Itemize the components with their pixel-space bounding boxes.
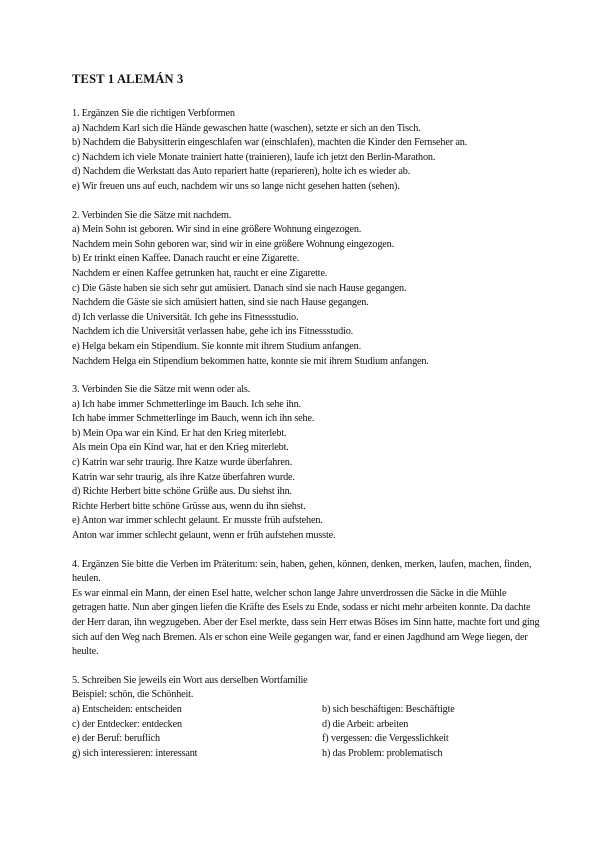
exercise-5-item: c) der Entdecker: entdecken	[72, 718, 182, 730]
exercise-5-example: Beispiel: schön, die Schönheit.	[72, 689, 194, 701]
exercise-4-text: Es war einmal ein Mann, der einen Esel hatte, welcher schon lange Jahre unverdrossen die Säcke in die Mühle getragen hatte. Nun aber gingen liefen die Kräfte des Esels zu Ende, sodass er nicht mehr arbeiten konnte. Da dachte der Herr daran, ihn wegzugeben. Aber der Esel merkte, dass sein Herr etwas Böses im Sinn hatte, machte fort und ging sich auf den Weg nach Bremen. Als er schon eine Weile gegangen war, fand er einen Jagdhund am Wege liegen, der heulte.	[72, 587, 540, 658]
exercise-1-item: d) Nachdem die Werkstatt das Auto repariert hatte (reparieren), holte ich es wieder ab.	[72, 166, 411, 178]
exercise-5-heading: 5. Schreiben Sie jeweils ein Wort aus derselben Wortfamilie	[72, 674, 308, 686]
exercise-1-item: b) Nachdem die Babysitterin eingeschlafen war (einschlafen), machten die Kinder den Fernseher an.	[72, 137, 468, 149]
exercise-4-heading: 4. Ergänzen Sie bitte die Verben im Präteritum: sein, haben, gehen, können, denken, merken, laufen, machen, finden, heulen.	[72, 558, 532, 585]
exercise-1-heading: 1. Ergänzen Sie die richtigen Verbformen	[72, 108, 235, 119]
exercise-3-item: a) Ich habe immer Schmetterlinge im Bauch. Ich sehe ihn.	[72, 398, 301, 410]
exercise-3-answer: Richte Herbert bitte schöne Grüsse aus, wenn du ihn siehst.	[72, 500, 306, 512]
exercise-5-item: h) das Problem: problematisch	[322, 747, 443, 759]
exercise-2-answer: Nachdem er einen Kaffee getrunken hat, raucht er eine Zigarette.	[72, 267, 328, 279]
exercise-5-item: a) Entscheiden: entscheiden	[72, 703, 182, 715]
exercise-1	[72, 107, 542, 195]
exercise-1-item: a) Nachdem Karl sich die Hände gewaschen hatte (waschen), setzte er sich an den Tisch.	[72, 122, 421, 134]
exercise-1-item: c) Nachdem ich viele Monate trainiert hatte (trainieren), laufe ich jetzt den Berlin-Marathon.	[72, 151, 436, 163]
exercise-4	[72, 558, 542, 660]
exercise-3-answer: Katrin war sehr traurig, als ihre Katze überfahren wurde.	[72, 471, 295, 483]
document-title: TEST 1 ALEMÁN 3	[72, 72, 184, 86]
exercise-3-item: b) Mein Opa war ein Kind. Er hat den Krieg miterlebt.	[72, 427, 287, 439]
exercise-3-answer: Ich habe immer Schmetterlinge im Bauch, wenn ich ihn sehe.	[72, 413, 315, 425]
exercise-5-item: b) sich beschäftigen: Beschäftigte	[322, 703, 455, 715]
exercise-3-item: d) Richte Herbert bitte schöne Grüße aus. Du siehst ihn.	[72, 486, 292, 498]
exercise-3-item: e) Anton war immer schlecht gelaunt. Er musste früh aufstehen.	[72, 515, 323, 527]
exercise-5-item: g) sich interessieren: interessant	[72, 747, 198, 759]
exercise-5-item: f) vergessen: die Vergesslichkeit	[322, 733, 449, 745]
exercise-2-item: b) Er trinkt einen Kaffee. Danach raucht er eine Zigarette.	[72, 253, 300, 265]
document-page	[72, 72, 542, 775]
exercise-2-answer: Nachdem Helga ein Stipendium bekommen hatte, konnte sie mit ihrem Studium anfangen.	[72, 355, 429, 367]
exercise-2-item: e) Helga bekam ein Stipendium. Sie konnte mit ihrem Studium anfangen.	[72, 340, 361, 352]
exercise-2-heading: 2. Verbinden Sie die Sätze mit nachdem.	[72, 209, 232, 221]
exercise-2-answer: Nachdem ich die Universität verlassen habe, gehe ich ins Fitnessstudio.	[72, 326, 354, 338]
exercise-2-answer: Nachdem die Gäste sie sich amüsiert hatten, sind sie nach Hause gegangen.	[72, 297, 369, 309]
exercise-3-item: c) Katrin war sehr traurig. Ihre Katze wurde überfahren.	[72, 457, 293, 469]
exercise-5-item: e) der Beruf: beruflich	[72, 733, 160, 745]
exercise-2-item: a) Mein Sohn ist geboren. Wir sind in eine größere Wohnung eingezogen.	[72, 224, 362, 236]
exercise-2-answer: Nachdem mein Sohn geboren war, sind wir in eine größere Wohnung eingezogen.	[72, 238, 395, 250]
exercise-3-answer: Als mein Opa ein Kind war, hat er den Krieg miterlebt.	[72, 442, 289, 454]
exercise-3-answer: Anton war immer schlecht gelaunt, wenn er früh aufstehen musste.	[72, 530, 336, 542]
exercise-2-item: d) Ich verlasse die Universität. Ich gehe ins Fitnessstudio.	[72, 311, 299, 323]
exercise-5-item: d) die Arbeit: arbeiten	[322, 718, 409, 730]
exercise-3-heading: 3. Verbinden Sie die Sätze mit wenn oder als.	[72, 384, 251, 396]
exercise-2-item: c) Die Gäste haben sie sich sehr gut amüsiert. Danach sind sie nach Hause gegangen.	[72, 282, 407, 294]
exercise-5-grid	[72, 703, 542, 761]
exercise-3	[72, 383, 542, 544]
exercise-2	[72, 209, 542, 370]
exercise-1-item: e) Wir freuen uns auf euch, nachdem wir uns so lange nicht gesehen hatten (sehen).	[72, 180, 400, 192]
exercise-5	[72, 674, 542, 762]
